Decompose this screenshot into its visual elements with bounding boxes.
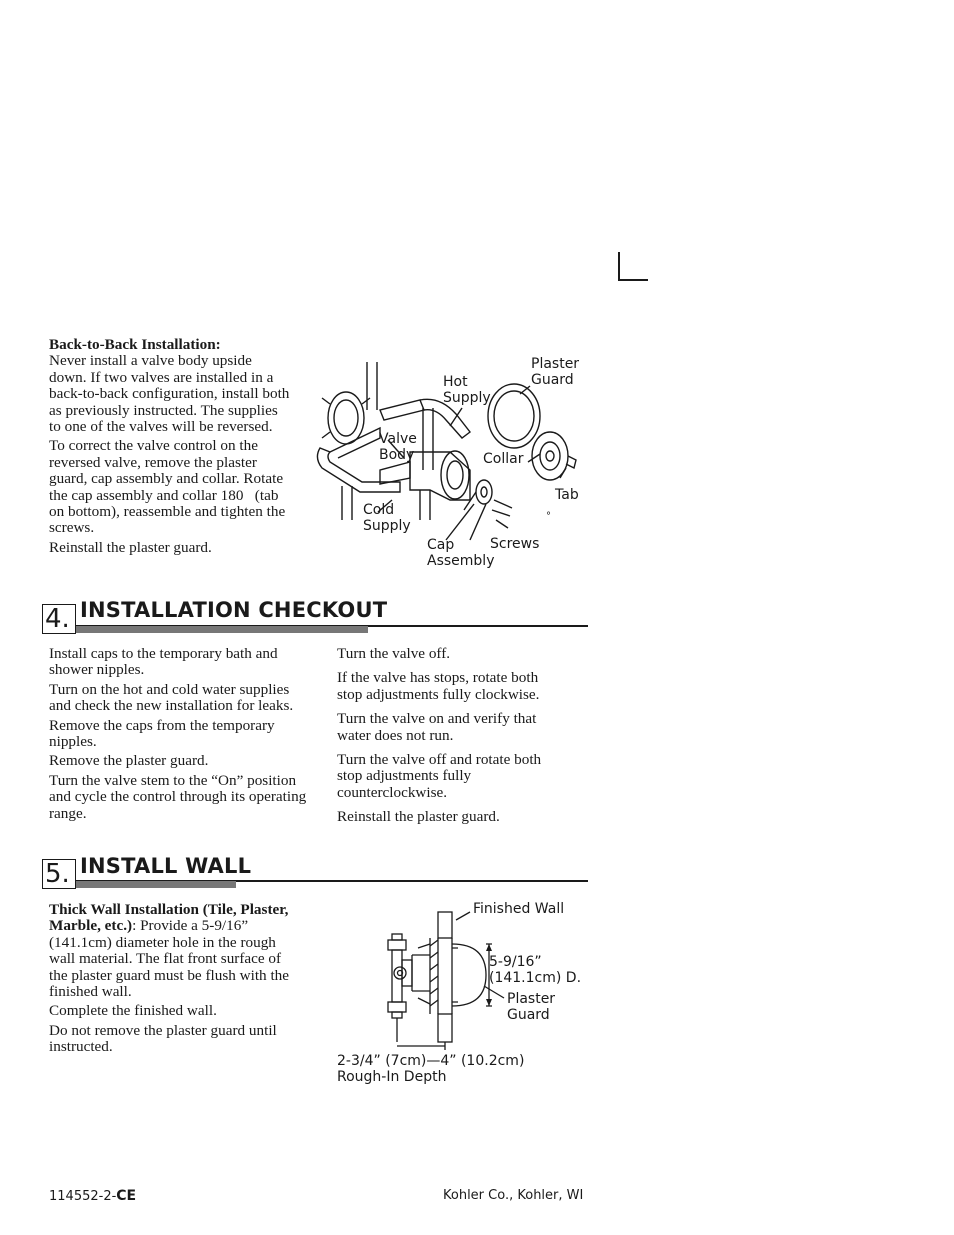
document-number-text: 114552-2- <box>49 1189 117 1204</box>
label-line: (141.1cm) D. <box>489 969 582 986</box>
step-4-title: INSTALLATION CHECKOUT <box>80 598 388 622</box>
label-line: Cold <box>363 502 395 518</box>
thick-wall-heading: Thick Wall Installation (Tile, Plaster, Marble, etc.) <box>49 901 289 935</box>
step-5-title: INSTALL WALL <box>80 854 252 878</box>
checkout-step: Remove the plaster guard. <box>49 752 209 770</box>
step-4-number: 4. <box>42 604 76 634</box>
screws-label: Screws <box>490 536 540 552</box>
finished-wall-label: Finished Wall <box>473 901 565 917</box>
checkout-step: Turn the valve off. <box>337 645 451 662</box>
rough-in-depth-label <box>337 1054 524 1085</box>
document-number <box>49 1188 136 1204</box>
tab-label: Tab <box>555 487 579 503</box>
label-line: Hot <box>443 374 468 390</box>
label-line: Guard <box>531 371 574 388</box>
label-line: Guard <box>507 1006 550 1023</box>
checkout-step: Turn the valve on and verify that water does not run. <box>337 710 537 744</box>
label-line: Rough-In Depth <box>337 1068 447 1085</box>
document-suffix: CE <box>116 1188 137 1204</box>
checkout-step: If the valve has stops, rotate both stop adjustments fully clockwise. <box>337 669 540 703</box>
back-to-back-heading: Back-to-Back Installation: <box>49 336 221 353</box>
checkout-step: Reinstall the plaster guard. <box>337 808 500 826</box>
wall-paragraph: Do not remove the plaster guard until instructed. <box>49 1021 277 1056</box>
collar-label: Collar <box>483 451 524 467</box>
checkout-step: Remove the caps from the temporary nipples. <box>49 716 275 751</box>
step-5-number: 5. <box>42 859 76 889</box>
diameter-dimension-label <box>489 955 581 986</box>
label-line: 5-9/16” <box>489 954 542 970</box>
label-line: Plaster <box>531 356 580 372</box>
label-line: Supply <box>443 389 491 406</box>
thick-wall-text: : Provide a 5-9/16” (141.1cm) diameter hole in the rough wall material. The flat front surface of the plaster guard must be flush with the finished wall. <box>49 917 289 1001</box>
back-to-back-paragraph: Never install a valve body upside down. If two valves are installed in a back-to-back configuration, install both as previously instructed. The supplies to one of the valves will be reversed. <box>49 352 290 436</box>
company-name: Kohler Co., Kohler, WI <box>443 1188 584 1203</box>
label-line: 2-3/4” (7cm)—4” (10.2cm) <box>337 1053 525 1069</box>
label-line: Body <box>379 446 415 463</box>
checkout-step: Turn the valve stem to the “On” position and cycle the control through its operating range. <box>49 771 307 822</box>
label-line: Cap <box>427 537 455 553</box>
label-line: Valve <box>379 431 417 447</box>
label-line: Plaster <box>507 991 556 1007</box>
label-line: Supply <box>363 517 411 534</box>
plaster-guard-label <box>507 992 555 1023</box>
checkout-step: Install caps to the temporary bath and shower nipples. <box>49 645 278 679</box>
degree-symbol: ° <box>546 511 551 522</box>
wall-paragraph: Complete the finished wall. <box>49 1002 217 1020</box>
back-to-back-paragraph: To correct the valve control on the reversed valve, remove the plaster guard, cap assembly and collar. Rotate the cap assembly and collar 180 (tab on bottom), reassemble and tighten the screws. <box>49 437 286 537</box>
checkout-step: Turn on the hot and cold water supplies and check the new installation for leaks. <box>49 680 294 715</box>
checkout-step: Turn the valve off and rotate both stop adjustments fully counterclockwise. <box>337 751 542 801</box>
label-line: Assembly <box>427 552 495 569</box>
back-to-back-paragraph: Reinstall the plaster guard. <box>49 538 212 556</box>
